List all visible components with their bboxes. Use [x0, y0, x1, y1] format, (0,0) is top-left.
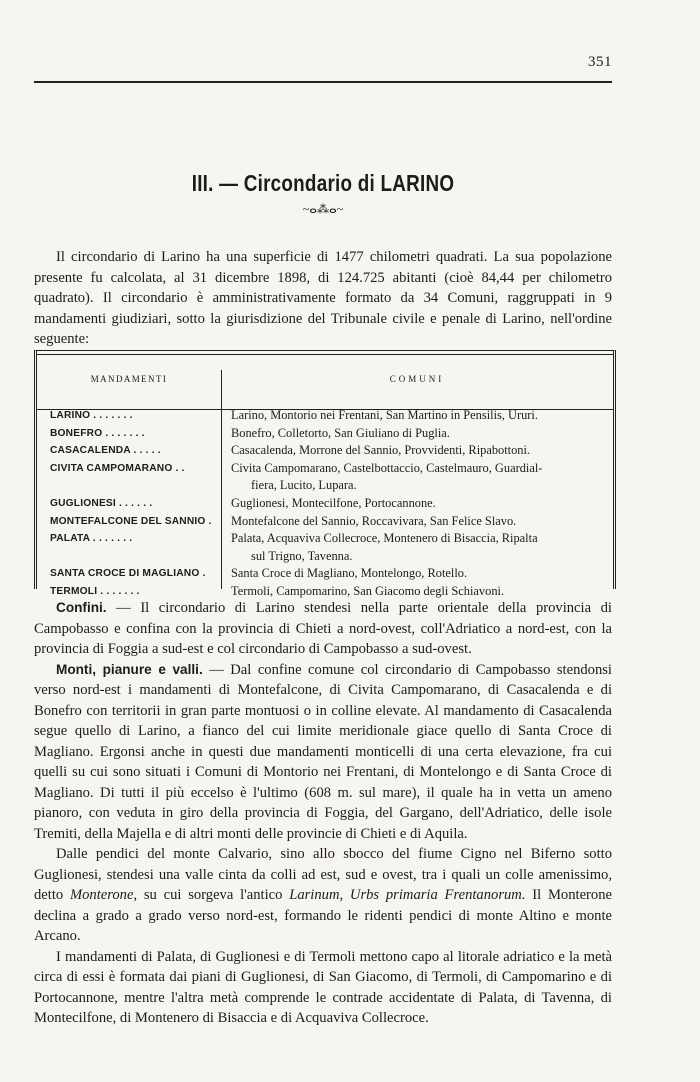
comuni-cell — [213, 513, 613, 531]
table-row — [37, 513, 613, 531]
monti-heading: Monti, pianure e valli. — [56, 661, 203, 677]
calvario-paragraph — [34, 844, 612, 947]
comuni-cell — [213, 565, 613, 583]
ornament-divider: ~ⴰ⁂ⴰ~ — [302, 202, 344, 216]
confini-heading: Confini. — [56, 600, 107, 615]
confini-paragraph — [34, 598, 612, 660]
comuni-cell — [213, 460, 613, 495]
mandamento-cell: BONEFRO . . . . . . . — [50, 427, 145, 439]
calvario-text-a: Dalle pendici del monte Calvario, sino allo sbocco del fiume Cigno nel Biferno sotto Guglionesi, stendesi una valle cinta da colli ad est, sud e ovest, tra i quali un colle amenissimo, detto — [34, 846, 612, 903]
table-top-rule — [37, 354, 613, 355]
header-rule — [34, 81, 612, 83]
table-row — [37, 425, 613, 443]
table-row — [37, 407, 613, 425]
calvario-italic-b: Larinum, Urbs primaria Frentanorum. — [289, 887, 526, 903]
table-body — [37, 407, 613, 601]
calvario-text-c: Il Monterone declina a grado a grado verso nord-est, formando le ridenti pendici di monte Altino e monte Arcano. — [34, 887, 612, 944]
comuni-text: Casacalenda, Morrone del Sannio, Provvidenti, Ripabottoni. — [231, 443, 531, 458]
comuni-text: Montefalcone del Sannio, Roccavivara, San Felice Slavo. — [231, 513, 517, 528]
comuni-text: Palata, Acquaviva Collecroce, Montenero di Bisaccia, Ripalta — [231, 531, 538, 546]
mandamento-cell: TERMOLI . . . . . . . — [50, 585, 140, 597]
comuni-text: Guglionesi, Montecilfone, Portocannone. — [231, 495, 436, 510]
mandamento-cell: SANTA CROCE DI MAGLIANO . — [50, 568, 206, 580]
table-row — [37, 442, 613, 460]
mandamento-cell: LARINO . . . . . . . — [50, 410, 133, 421]
monti-paragraph — [34, 660, 612, 845]
comuni-cell — [213, 425, 613, 443]
table-row — [37, 460, 613, 495]
confini-text: — Il circondario di Larino stendesi nella parte orientale della provincia di Campobasso e confina con la provincia di Chieti a nord-ovest, coll'Adriatico a nord-est, con la provincia di Foggia a sud-est e col circondario di Campobasso a sud-ovest. — [34, 600, 612, 657]
comuni-text: Civita Campomarano, Castelbottaccio, Castelmauro, Guardial- — [231, 460, 543, 475]
mandamento-cell: MONTEFALCONE DEL SANNIO . — [50, 515, 212, 527]
mandamento-cell: CASACALENDA . . . . . — [50, 445, 161, 457]
comuni-text: Larino, Montorio nei Frentani, San Martino in Pensilis, Ururi. — [231, 408, 538, 422]
comuni-text: Bonefro, Colletorto, San Giuliano di Puglia. — [231, 425, 450, 440]
comuni-cell — [213, 495, 613, 513]
table-row — [37, 495, 613, 513]
body-text — [34, 598, 612, 1029]
comuni-text-continued: fiera, Lucito, Lupara. — [251, 478, 357, 493]
header-comuni: COMUNI — [389, 374, 445, 384]
comuni-cell — [213, 530, 613, 565]
table-row — [37, 565, 613, 583]
page-number: 351 — [588, 54, 612, 70]
mandamento-cell: PALATA . . . . . . . — [50, 533, 133, 545]
intro-paragraph: Il circondario di Larino ha una superficie di 1477 chilometri quadrati. La sua popolazione presente fu calcolata, al 31 dicembre 1898, di 124.725 abitanti (cioè 84,44 per chilometro quadrato). Il circondario è amministrativamente formato da 34 Comuni, raggruppati in 9 mandamenti giudiziari, sotto la giurisdizione del Tribunale civile e penale di Larino, nell'ordine seguente: — [34, 249, 612, 348]
table-row — [37, 530, 613, 565]
comuni-cell — [213, 407, 613, 425]
mandamenti-table — [34, 350, 616, 598]
mandamenti-paragraph: I mandamenti di Palata, di Guglionesi e di Termoli mettono capo al litorale adriatico e la metà circa di essi è formata dai piani di Guglionesi, di San Giacomo, di Termoli, di Campomarino e di Portocannone, mentre l'altra metà comprende le contrade accidentate di Palata, di Tavenna, di Montecilfone, di Montenero di Bisaccia e di Acquaviva Collecroce. — [34, 948, 612, 1026]
calvario-italic-a: Monterone, — [69, 887, 138, 903]
comuni-cell — [213, 442, 613, 460]
mandamento-cell: GUGLIONESI . . . . . . — [50, 497, 153, 509]
calvario-text-b: su cui sorgeva l'antico — [137, 887, 290, 903]
comuni-text-continued: sul Trigno, Tavenna. — [251, 548, 353, 563]
table-header — [37, 369, 613, 410]
chapter-title: III. — Circondario di LARINO — [191, 170, 455, 196]
monti-text: — Dal confine comune col circondario di Campobasso stendonsi verso nord-est i mandamenti di Montefalcone, di Civita Campomarano, di Casacalenda e di Bonefro con territorii in gran parte montuosi o in colline elevate. Al mandamento di Casacalenda segue quello di Larino, a fianco del cui limite meridionale giace quello di Santa Croce di Magliano. Ergonsi anche in questi due mandamenti monticelli di una certa elevazione, fra cui quelli su cui sono situati i Comuni di Montorio nei Frentani, di Montelongo e di Santa Croce di Magliano. Di tutti il più eccelso è l'ultimo (608 m. sul mare), il quale ha in vetta un ameno pianoro, con veduta in giro della provincia di Foggia, del Gargano, dell'Adriatico, delle isole Tremiti, della Majella e di altri monti delle provincie di Chieti e di Aquila. — [34, 661, 612, 842]
comuni-text: Termoli, Campomarino, San Giacomo degli Schiavoni. — [231, 583, 505, 598]
header-mandamenti: MANDAMENTI — [90, 374, 168, 384]
comuni-text: Santa Croce di Magliano, Montelongo, Rotello. — [231, 566, 468, 581]
mandamento-cell: CIVITA CAMPOMARANO . . — [50, 462, 185, 474]
